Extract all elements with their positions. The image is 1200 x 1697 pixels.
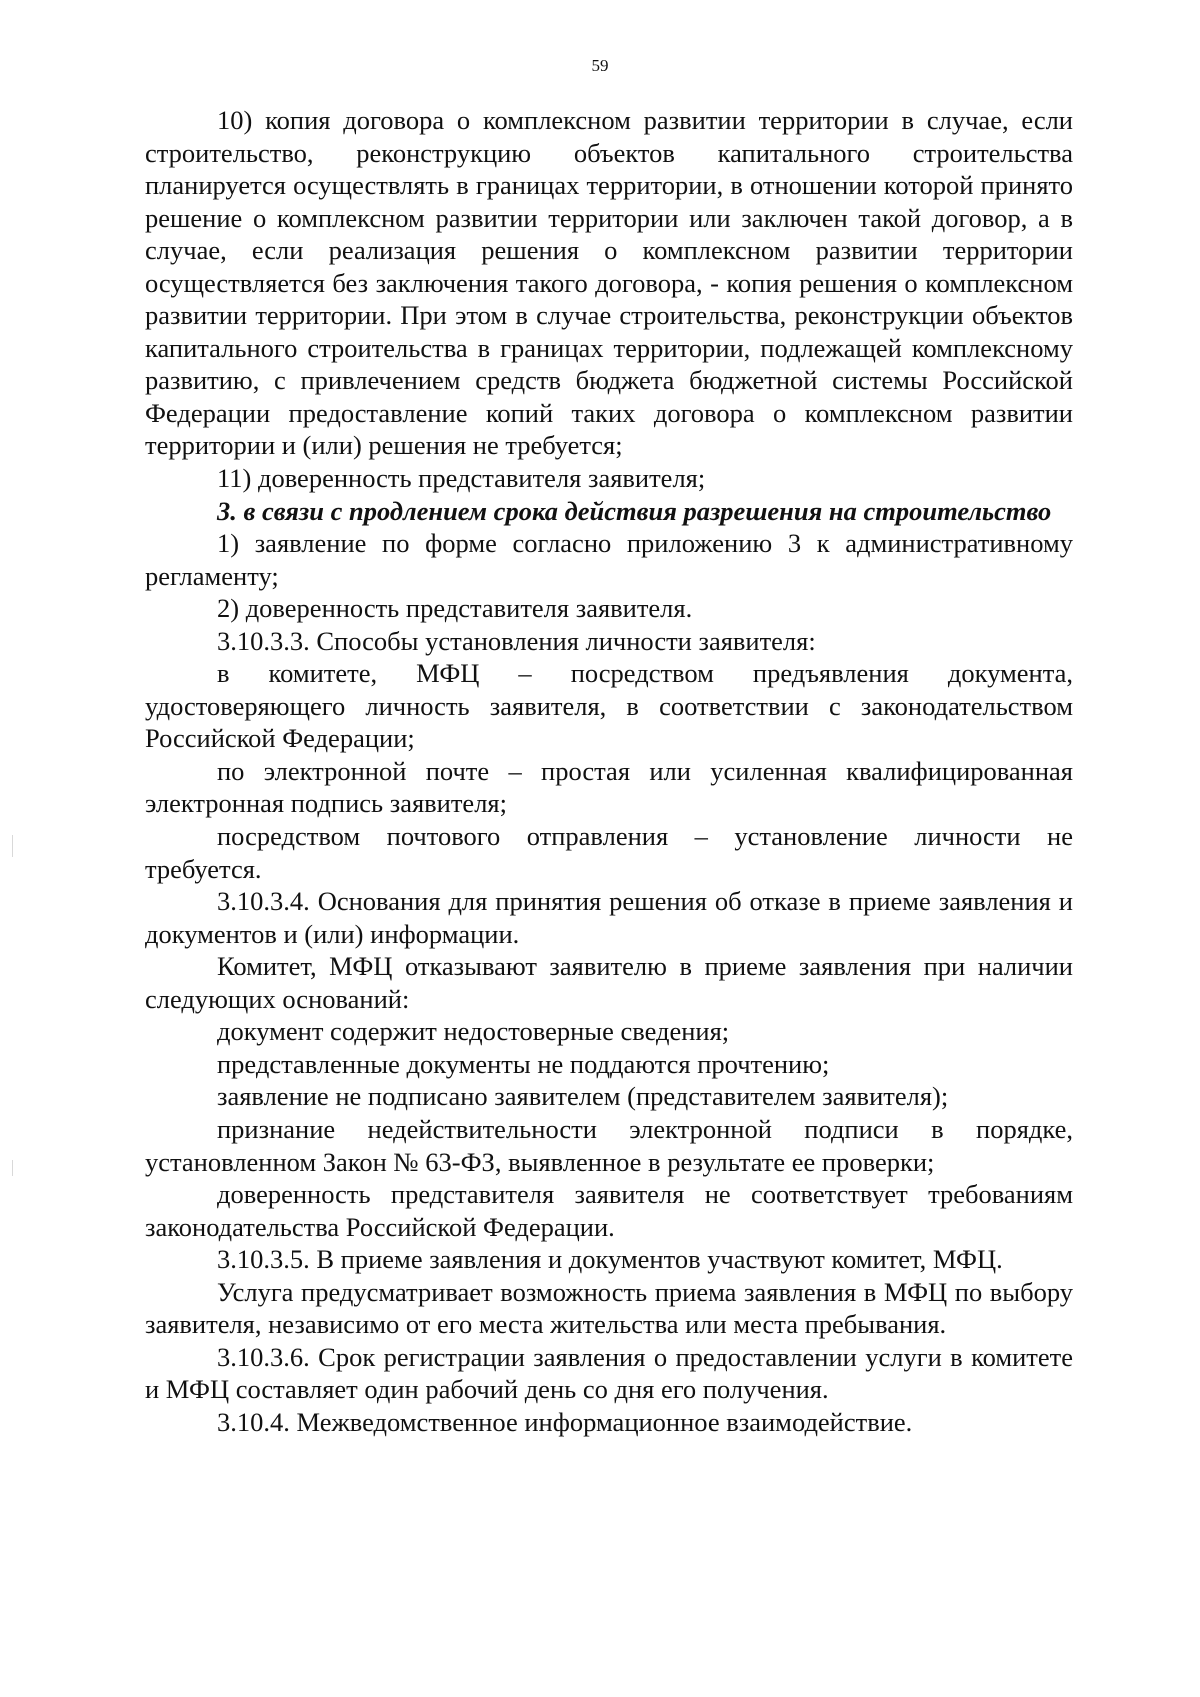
clause-3-10-3-6: 3.10.3.6. Срок регистрации заявления о предоставлении услуги в комитете и МФЦ составляет один рабочий день со дня его получения. [145, 1341, 1073, 1405]
refusal-reason-3: заявление не подписано заявителем (представителем заявителя); [217, 1081, 949, 1112]
document-body [145, 104, 1073, 1438]
refusal-reason-5: доверенность представителя заявителя не соответствует требованиям законодательства Российской Федерации. [145, 1179, 1073, 1242]
paragraph-item-1: 1) заявление по форме согласно приложению 3 к административному регламенту; [145, 528, 1073, 591]
clause-3-10-3-5: 3.10.3.5. В приеме заявления и документов участвуют комитет, МФЦ. [217, 1244, 1003, 1275]
refusal-reason-1: документ содержит недостоверные сведения; [217, 1016, 730, 1047]
clause-3-10-4: 3.10.4. Межведомственное информационное взаимодействие. [217, 1406, 913, 1437]
paragraph-item-11: 11) доверенность представителя заявителя; [217, 463, 706, 494]
scan-edge-mark [12, 835, 13, 857]
paragraph-by-post: посредством почтового отправления – установление личности не требуется. [145, 821, 1073, 884]
refusal-reason-2: представленные документы не поддаются прочтению; [217, 1048, 830, 1079]
paragraph-refusal-intro: Комитет, МФЦ отказывают заявителю в приеме заявления при наличии следующих оснований: [145, 951, 1073, 1014]
paragraph-by-email: по электронной почте – простая или усиленная квалифицированная электронная подпись заявителя; [145, 755, 1073, 819]
scan-edge-mark [12, 1160, 13, 1176]
paragraph-service-mfc: Услуга предусматривает возможность приема заявления в МФЦ по выбору заявителя, независимо от его места жительства или места пребывания. [145, 1276, 1073, 1340]
paragraph-item-2: 2) доверенность представителя заявителя. [217, 593, 693, 624]
paragraph-in-committee: в комитете, МФЦ – посредством предъявления документа, удостоверяющего личность заявителя, в соответствии с законодательством Российской Федерации; [145, 658, 1073, 754]
refusal-reason-4: признание недействительности электронной подписи в порядке, установленном Закон № 63-ФЗ, выявленное в результате ее проверки; [145, 1113, 1073, 1177]
clause-3-10-3-3: 3.10.3.3. Способы установления личности заявителя: [217, 625, 816, 656]
clause-3-10-3-4: 3.10.3.4. Основания для принятия решения об отказе в приеме заявления и документов и (или) информации. [145, 886, 1073, 949]
paragraph-item-10: 10) копия договора о комплексном развитии территории в случае, если строительство, реконструкцию объектов капитального строительства планируется осуществлять в границах территории, в отношении которой принято решение о комплексном развитии территории или заключен такой договор, а в случае, если реализация решения о комплексном развитии территории осуществляется без заключения такого договора, - копия решения о комплексном развитии территории. При этом в случае строительства, реконструкции объектов капитального строительства в границах территории, подлежащей комплексному развитию, с привлечением средств бюджета бюджетной системы Российской Федерации предоставление копий таких договора о комплексном развитии территории и (или) решения не требуется; [145, 105, 1073, 461]
page-number: 59 [591, 56, 609, 75]
section-heading-extension: 3. в связи с продлением срока действия разрешения на строительство [217, 495, 1052, 526]
